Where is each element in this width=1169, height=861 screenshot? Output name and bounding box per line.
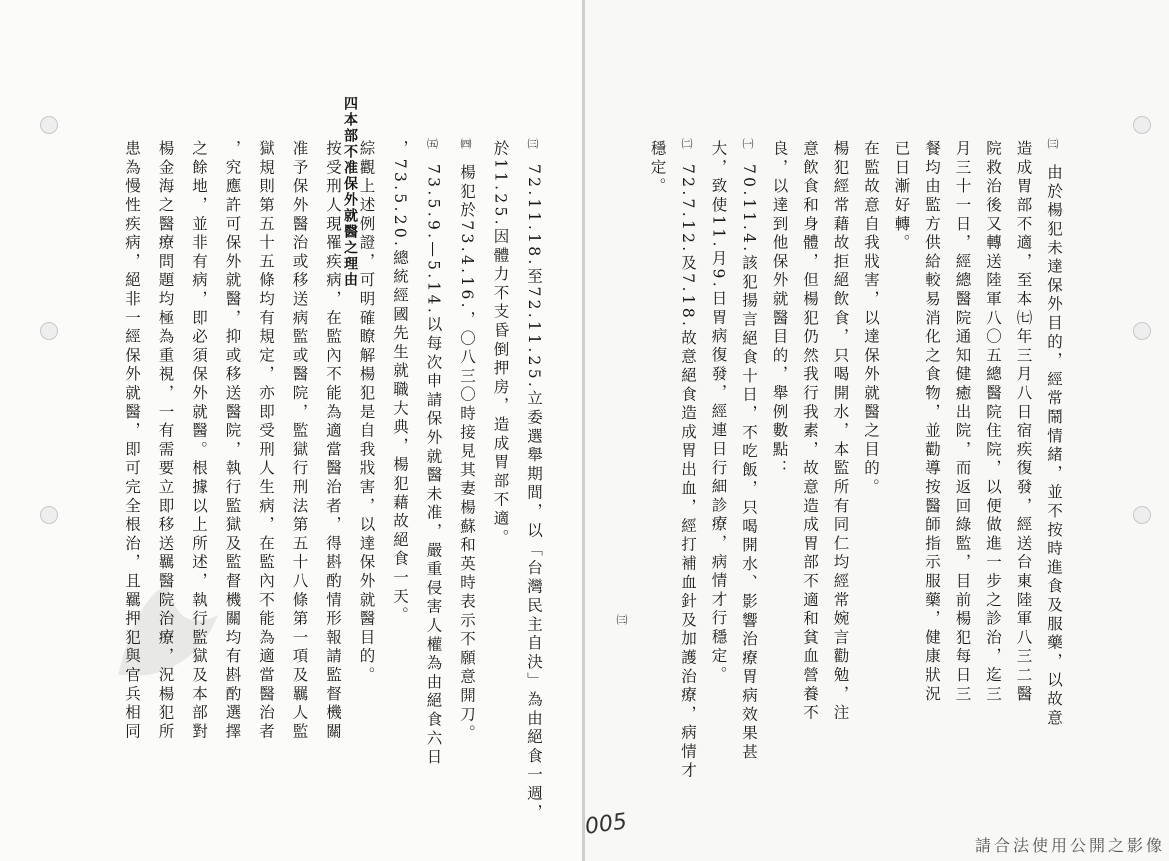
stray-marker: ㈢ — [615, 614, 628, 625]
right-item-marker: ㈠ — [741, 138, 754, 149]
right-text-column: 72.7.12.及7.18.故意絕食造成胃出血，經打補血針及加護治療，病情才 — [679, 164, 697, 781]
left-text-column: 准予保外醫治或移送病監或醫院，監獄行刑法第五十八條第一項及羈人監 — [290, 140, 309, 742]
right-text-column: 意飲食和身體，但楊犯仍然我行我素，故意造成胃部不適和貧血營養不 — [801, 140, 819, 723]
left-text-column: 72.11.18.至72.11.25.立委選舉期間，以「台灣民主自決」為由絕食一週， — [525, 164, 543, 823]
right-text-column: 楊犯經常藉故拒絕飲食，只喝開水，本監所有同仁均經常婉言勸勉，注 — [831, 140, 850, 723]
binder-hole — [1133, 322, 1151, 340]
binder-hole — [40, 322, 58, 340]
left-text-column: 之餘地，並非有病，即必須保外就醫。根據以上所述，執行監獄及本部對 — [190, 140, 208, 742]
right-page — [585, 0, 1169, 861]
page-number: 005 — [583, 809, 629, 840]
right-item-marker: ㈡ — [680, 138, 693, 149]
left-text-column: 於11.25.因體力不支昏倒押房，造成胃部不適。 — [491, 140, 510, 548]
right-text-column: 良，以達到他保外就醫目的，舉例數點： — [770, 140, 789, 479]
right-text-column: 造成胃部不適，至本㈦年三月八日宿疾復發，經送台東陸軍八三二醫 — [1014, 140, 1033, 704]
right-text-column: 月三十一日，經總醫院通知健癒出院，而返回綠監，目前楊犯每日三 — [953, 140, 972, 704]
left-text-column: 楊犯於73.4.16.，〇八三〇時接見其妻楊蘇和英時表示不願意開刀。 — [458, 164, 476, 744]
left-text-column: ，73.5.20.總統經國先生就職大典，楊犯藉故絕食一天。 — [391, 140, 409, 626]
right-text-column: 由於楊犯未達保外目的，經常鬧情緒，並不按時進食及服藥，以故意 — [1045, 164, 1063, 728]
right-text-column: 已日漸好轉。 — [892, 140, 911, 253]
binder-hole — [1133, 116, 1151, 134]
right-text-column: 在監故意自我戕害，以達保外就醫之目的。 — [862, 140, 880, 498]
right-text-column: 餐均由監方供給較易消化之食物，並勸導按醫師指示服藥，健康狀況 — [923, 140, 941, 704]
left-item-marker: ㈢ — [526, 138, 539, 149]
left-page — [0, 0, 582, 861]
right-text-column: 院救治後又轉送陸軍八〇五總醫院住院，以便做進一步之診治，迄三 — [984, 140, 1002, 704]
binder-hole — [1133, 506, 1151, 524]
left-text-column: 患為慢性疾病，絕非一經保外就醫，即可完全根治，且羈押犯與官兵相同 — [123, 140, 141, 742]
left-text-column: 73.5.9.—5.14.以每次申請保外就醫未准，嚴重侵害人權為由絕食六日 — [424, 164, 443, 768]
right-text-column: 穩定。 — [648, 140, 667, 197]
left-text-column: 綜觀上述例證，可明確瞭解楊犯是自我戕害，以達保外就醫目的。 — [357, 140, 376, 686]
left-text-column: ，究應許可保外就醫，抑或移送醫院，執行監獄及監督機關均有斟酌選擇 — [223, 140, 242, 742]
left-text-column: 獄規則第五十五條均有規定，亦即受刑人生病，在監內不能為適當醫治者 — [257, 140, 275, 742]
right-text-column: 大，致使11.月9.日胃病復發，經連日行細診療，病情才行穩定。 — [709, 140, 728, 685]
archive-stamp: 請合法使用公開之影像 — [974, 836, 1165, 855]
section-heading: 四本部不准保外就醫之理由 — [342, 96, 358, 288]
left-item-marker: ㈤ — [425, 138, 439, 149]
right-text-column: 70.11.4.該犯揚言絕食十日，不吃飯，只喝開水、影響治療胃病效果甚 — [740, 164, 758, 763]
left-text-column: 按受刑人現罹疾病，在監內不能為適當醫治者，得斟酌情形報請監督機關 — [324, 140, 342, 742]
right-item-marker: ㈢ — [1046, 138, 1059, 149]
left-item-marker: ㈣ — [459, 138, 472, 149]
left-text-column: 楊金海之醫療問題均極為重視，一有需要立即移送羈醫院治療，況楊犯所 — [156, 140, 175, 742]
binder-hole — [40, 116, 58, 134]
binder-hole — [40, 506, 58, 524]
